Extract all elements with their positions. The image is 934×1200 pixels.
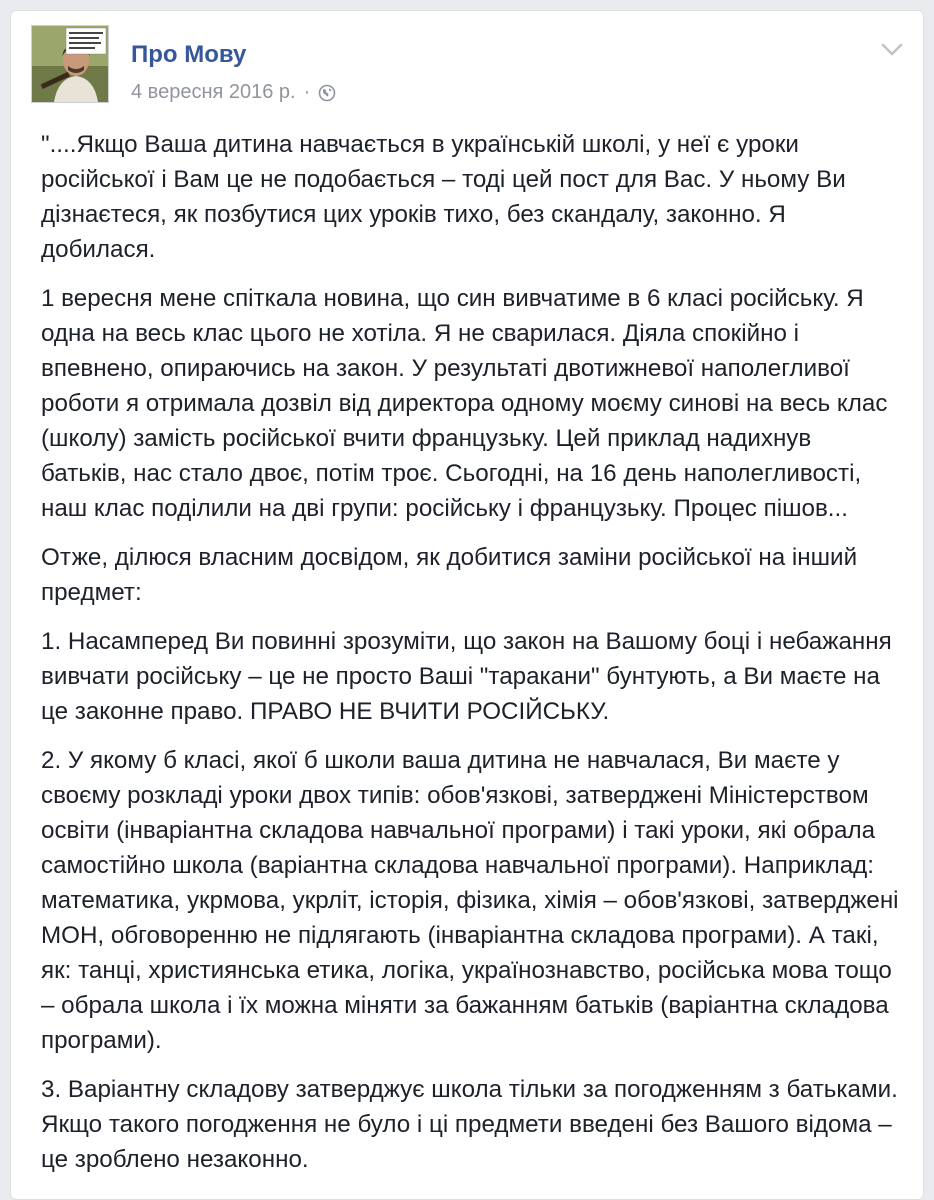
post-meta bbox=[131, 81, 336, 104]
post-header bbox=[31, 25, 903, 115]
avatar-image bbox=[32, 26, 108, 102]
avatar[interactable] bbox=[31, 25, 109, 103]
post-paragraph: 1 вересня мене спіткала новина, що син вивчатиме в 6 класі російську. Я одна на весь клас цього не хотіла. Я не сварилася. Діяла спокійно і впевнено, опираючись на закон. У результаті двотижневої наполегливої роботи я отримала дозвіл від директора одному моєму синові на весь клас (школу) замість російської вчити французьку. Цей приклад надихнув батьків, нас стало двоє, потім троє. Сьогодні, на 16 день наполегливості, наш клас поділили на дві групи: російську і французьку. Процес пішов... bbox=[41, 285, 888, 522]
meta-separator: · bbox=[303, 81, 311, 103]
post-paragraph: 3. Варіантну складову затверджує школа тільки за погодженням з батьками. Якщо такого погодження не було і ці предмети введені без Вашого відома – це зроблено незаконно. bbox=[41, 1076, 898, 1173]
post-paragraph: "....Якщо Ваша дитина навчається в українській школі, у неї є уроки російської і Вам це не подобається – тоді цей пост для Вас. У ньому Ви дізнаєтеся, як позбутися цих уроків тихо, без скандалу, законно. Я добилася. bbox=[41, 131, 846, 263]
post-paragraph: 2. У якому б класі, якої б школи ваша дитина не навчалася, Ви маєте у своєму розкладі уроки двох типів: обов'язкові, затверджені Міністерством освіти (інваріантна складова навчальної програми) і такі уроки, які обрала самостійно школа (варіантна складова навчальної програми). Наприклад: математика, укрмова, укрліт, історія, фізика, хімія – обов'язкові, затверджені МОН, обговоренню не підлягають (інваріантна складова програми). А такі, як: танці, християнська етика, логіка, українознавство, російська мова тощо – обрала школа і їх можна міняти за бажанням батьків (варіантна складова програми). bbox=[41, 747, 899, 1054]
globe-icon[interactable] bbox=[318, 84, 336, 102]
page-name-link[interactable]: Про Мову bbox=[131, 41, 247, 68]
post-card bbox=[10, 10, 924, 1200]
post-paragraph: Отже, ділюся власним досвідом, як добитися заміни російської на інший предмет: bbox=[41, 544, 858, 606]
post-paragraph: 1. Насамперед Ви повинні зрозуміти, що закон на Вашому боці і небажання вивчати російську – це не просто Ваші "таракани" бунтують, а Ви маєте на це законне право. ПРАВО НЕ ВЧИТИ РОСІЙСЬКУ. bbox=[41, 628, 892, 725]
post-timestamp[interactable]: 4 вересня 2016 р. bbox=[131, 81, 296, 103]
post-text bbox=[41, 127, 901, 1191]
chevron-down-icon[interactable] bbox=[881, 43, 903, 57]
